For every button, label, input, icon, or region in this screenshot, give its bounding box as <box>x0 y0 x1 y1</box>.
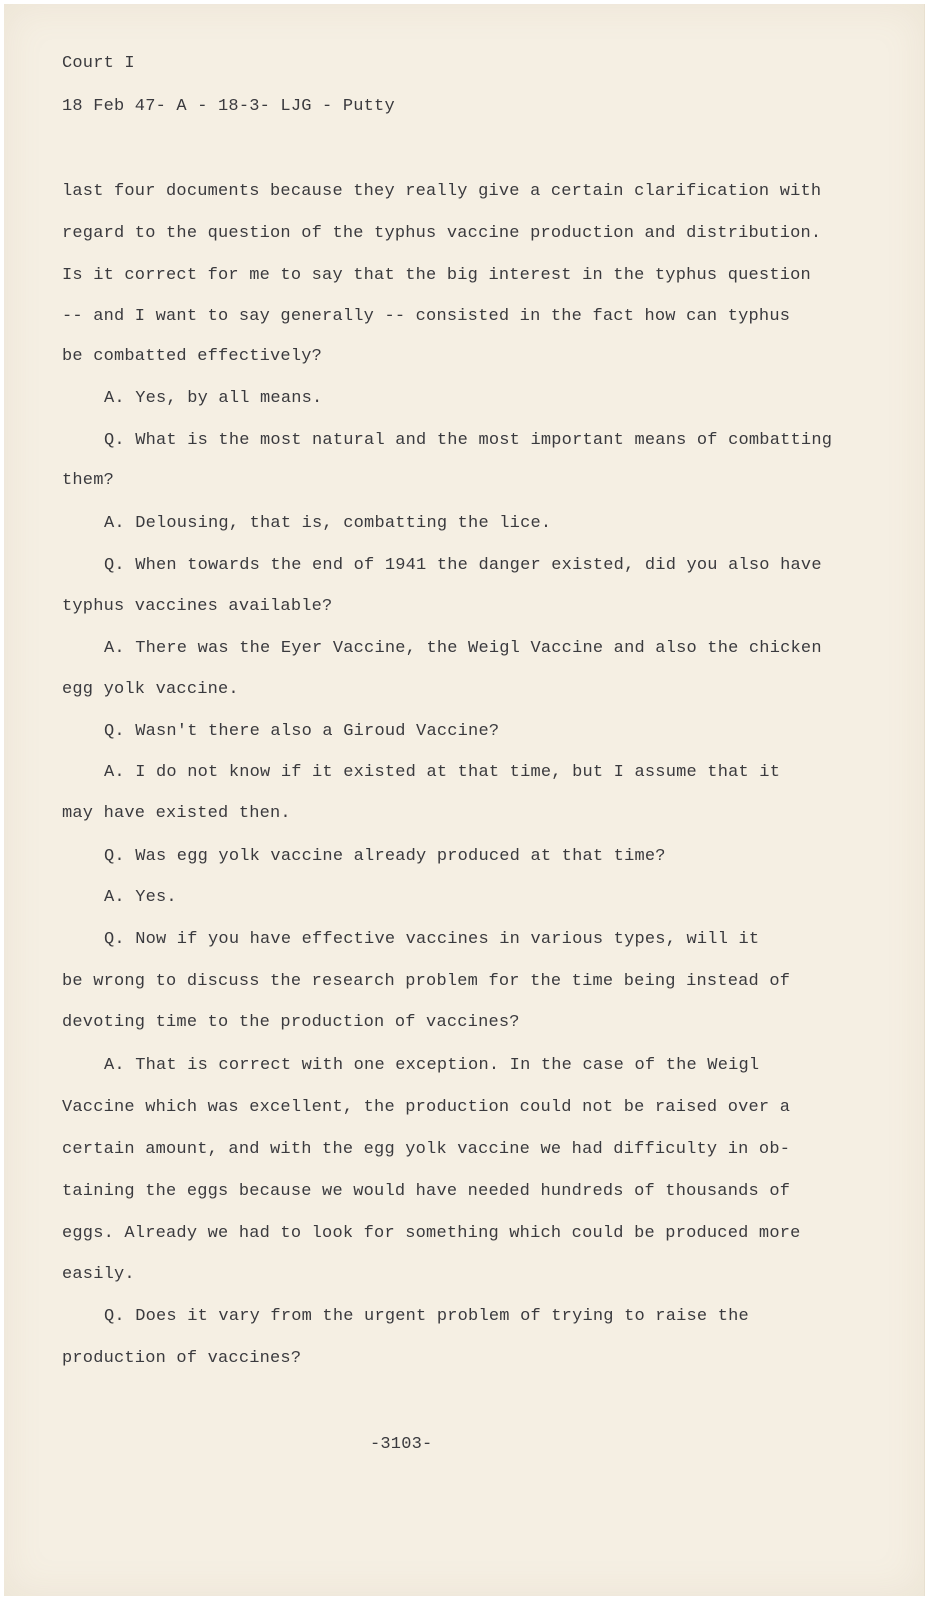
answer-line: A. Delousing, that is, combatting the lice. <box>104 514 552 533</box>
session-line: 18 Feb 47- A - 18-3- LJG - Putty <box>62 97 395 116</box>
text-line: -- and I want to say generally -- consisted in the fact how can typhus <box>62 307 791 326</box>
text-line: egg yolk vaccine. <box>62 680 239 699</box>
text-line: Vaccine which was excellent, the production could not be raised over a <box>62 1098 791 1117</box>
answer-line: A. There was the Eyer Vaccine, the Weigl Vaccine and also the chicken <box>104 639 822 658</box>
question-line: Q. When towards the end of 1941 the danger existed, did you also have <box>104 556 822 575</box>
text-line: devoting time to the production of vaccines? <box>62 1013 520 1032</box>
answer-line: A. Yes, by all means. <box>104 389 323 408</box>
document-page <box>4 4 925 1596</box>
text-line: regard to the question of the typhus vaccine production and distribution. <box>62 224 822 243</box>
question-line: Q. What is the most natural and the most important means of combatting <box>104 431 833 450</box>
question-line: Q. Does it vary from the urgent problem of trying to raise the <box>104 1307 749 1326</box>
text-line: be wrong to discuss the research problem for the time being instead of <box>62 972 791 991</box>
text-line: typhus vaccines available? <box>62 597 333 616</box>
text-line: them? <box>62 471 115 490</box>
text-line: Is it correct for me to say that the big interest in the typhus question <box>62 266 811 285</box>
text-line: taining the eggs because we would have needed hundreds of thousands of <box>62 1182 791 1201</box>
page-number: -3103- <box>370 1435 433 1454</box>
text-line: last four documents because they really give a certain clarification with <box>62 182 822 201</box>
court-label: Court I <box>62 54 135 73</box>
text-line: easily. <box>62 1265 135 1284</box>
answer-line: A. That is correct with one exception. In the case of the Weigl <box>104 1056 760 1075</box>
text-line: may have existed then. <box>62 804 291 823</box>
question-line: Q. Now if you have effective vaccines in various types, will it <box>104 930 760 949</box>
text-line: be combatted effectively? <box>62 347 323 366</box>
question-line: Q. Was egg yolk vaccine already produced at that time? <box>104 847 666 866</box>
text-line: certain amount, and with the egg yolk vaccine we had difficulty in ob- <box>62 1140 791 1159</box>
text-line: eggs. Already we had to look for something which could be produced more <box>62 1224 801 1243</box>
answer-line: A. Yes. <box>104 888 177 907</box>
answer-line: A. I do not know if it existed at that time, but I assume that it <box>104 763 781 782</box>
text-line: production of vaccines? <box>62 1349 302 1368</box>
question-line: Q. Wasn't there also a Giroud Vaccine? <box>104 722 500 741</box>
